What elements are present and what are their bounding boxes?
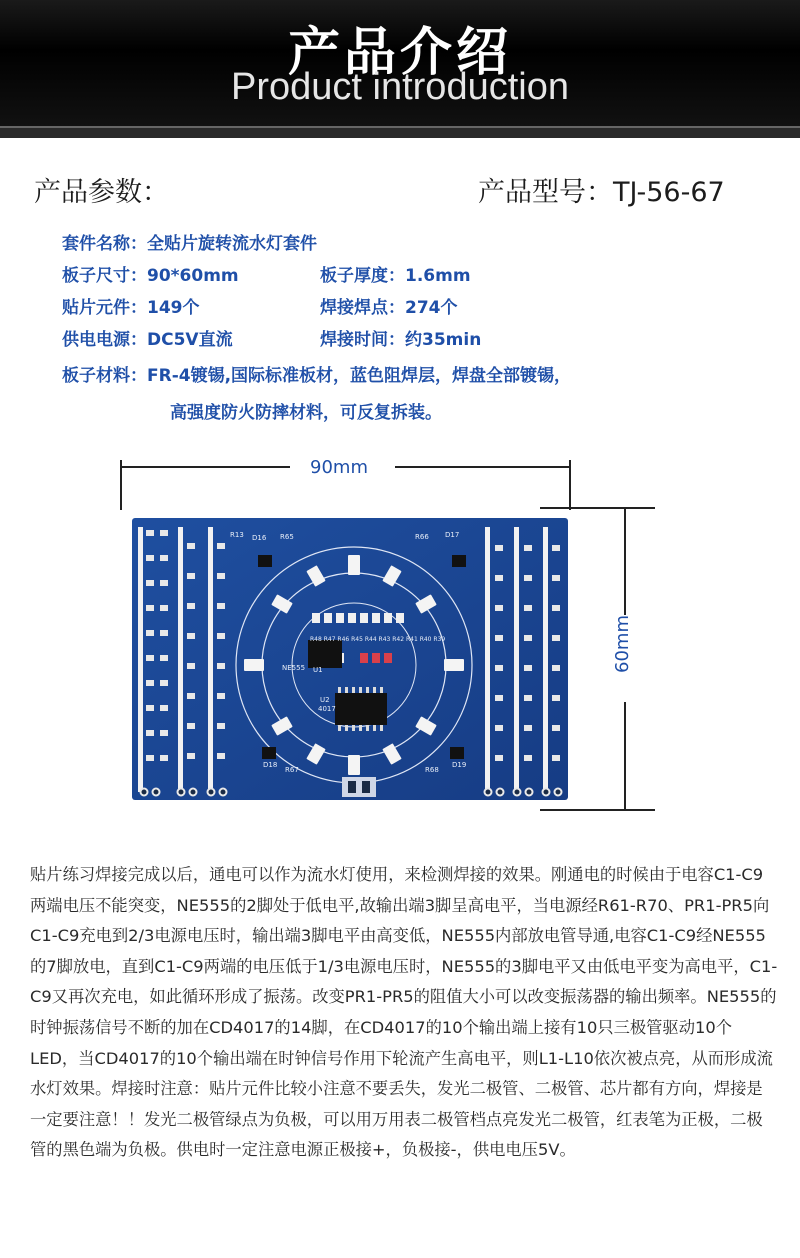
pcb-label-d18: D18 [263,761,278,769]
description-text: 贴片练习焊接完成以后，通电可以作为流水灯使用，来检测焊接的效果。刚通电的时候由于电容C1-C9两端电压不能突变，NE555的2脚处于低电平,故输出端3脚呈高电平，当电源经R61-R70、PR1-PR5向C1-C9充电到2/3电源电压时，输出端3脚电平由高变低，NE555内部放电管导通,电容C1-C9经NE555的7脚放电，直到C1-C9两端的电压低于1/3电源电压时，NE555的3脚电平又由低电平变为高电平，C1-C9又再次充电，如此循环形成了振荡。改变PR1-PR5的阻值大小可以改变振荡器的输出频率。NE555的时钟振荡信号不断的加在CD4017的14脚，在CD4017的10个输出端上接有10只三极管驱动10个LED，当CD4017的10个输出端在时钟信号作用下轮流产生高电平，则L1-L10依次被点亮，从而形成流水灯效果。焊接时注意：贴片元件比较小注意不要丢失，发光二极管、二极管、芯片都有方向，焊接是一定要注意！！发光二极管绿点为负极，可以用万用表二极管档点亮发光二极管，红表笔为正极，二极管的黑色端为负极。供电时一定注意电源正极接+，负极接-，供电电压5V。 [30,865,778,1160]
model-number: 产品型号：TJ-56-67 [478,177,725,208]
spec-material-line1: 板子材料：FR-4镀锡,国际标准板材，蓝色阻焊层，焊盘全部镀锡， [62,366,572,386]
params-heading: 产品参数： [34,177,169,208]
resistor-row-labels: R48 R47 R46 R45 R44 R43 R42 R41 R40 R39 [310,636,446,643]
spec-power-supply: 供电电源：DC5V直流 [62,330,233,350]
height-dimension: 60mm [612,615,633,673]
pcb-label-d16: D16 [252,534,267,542]
header-banner [0,0,800,126]
pcb-label-r65: R65 [280,533,294,541]
header-divider [0,126,800,138]
ic-u1-ref: U1 [313,666,323,674]
pcb-label-d19: D19 [452,761,467,769]
pcb-label-r67: R67 [285,766,299,774]
page-subtitle: Product introduction [231,66,569,108]
pcb-label-r13: R13 [230,531,244,539]
spec-kit-name: 套件名称：全贴片旋转流水灯套件 [62,234,317,254]
spec-solder-time: 焊接时间：约35min [320,330,482,350]
ic-u2-ref: U2 [320,696,330,704]
width-dimension: 90mm [310,457,368,478]
spec-board-size: 板子尺寸：90*60mm [62,266,239,286]
spec-material-line2: 高强度防火防摔材料，可反复拆装。 [170,403,442,423]
pcb-board [130,515,570,802]
ic-cd4017-label: 4017 [318,705,336,713]
pcb-label-r66: R66 [415,533,429,541]
page-title: 产品介绍 [287,23,512,83]
description-paragraph [30,860,778,1166]
spec-smd-components: 贴片元件：149个 [62,298,200,318]
spec-board-thickness: 板子厚度：1.6mm [320,266,471,286]
pcb-label-r68: R68 [425,766,439,774]
pcb-label-d17: D17 [445,531,460,539]
spec-solder-points: 焊接焊点：274个 [320,298,458,318]
ic-ne555-label: NE555 [282,664,306,672]
